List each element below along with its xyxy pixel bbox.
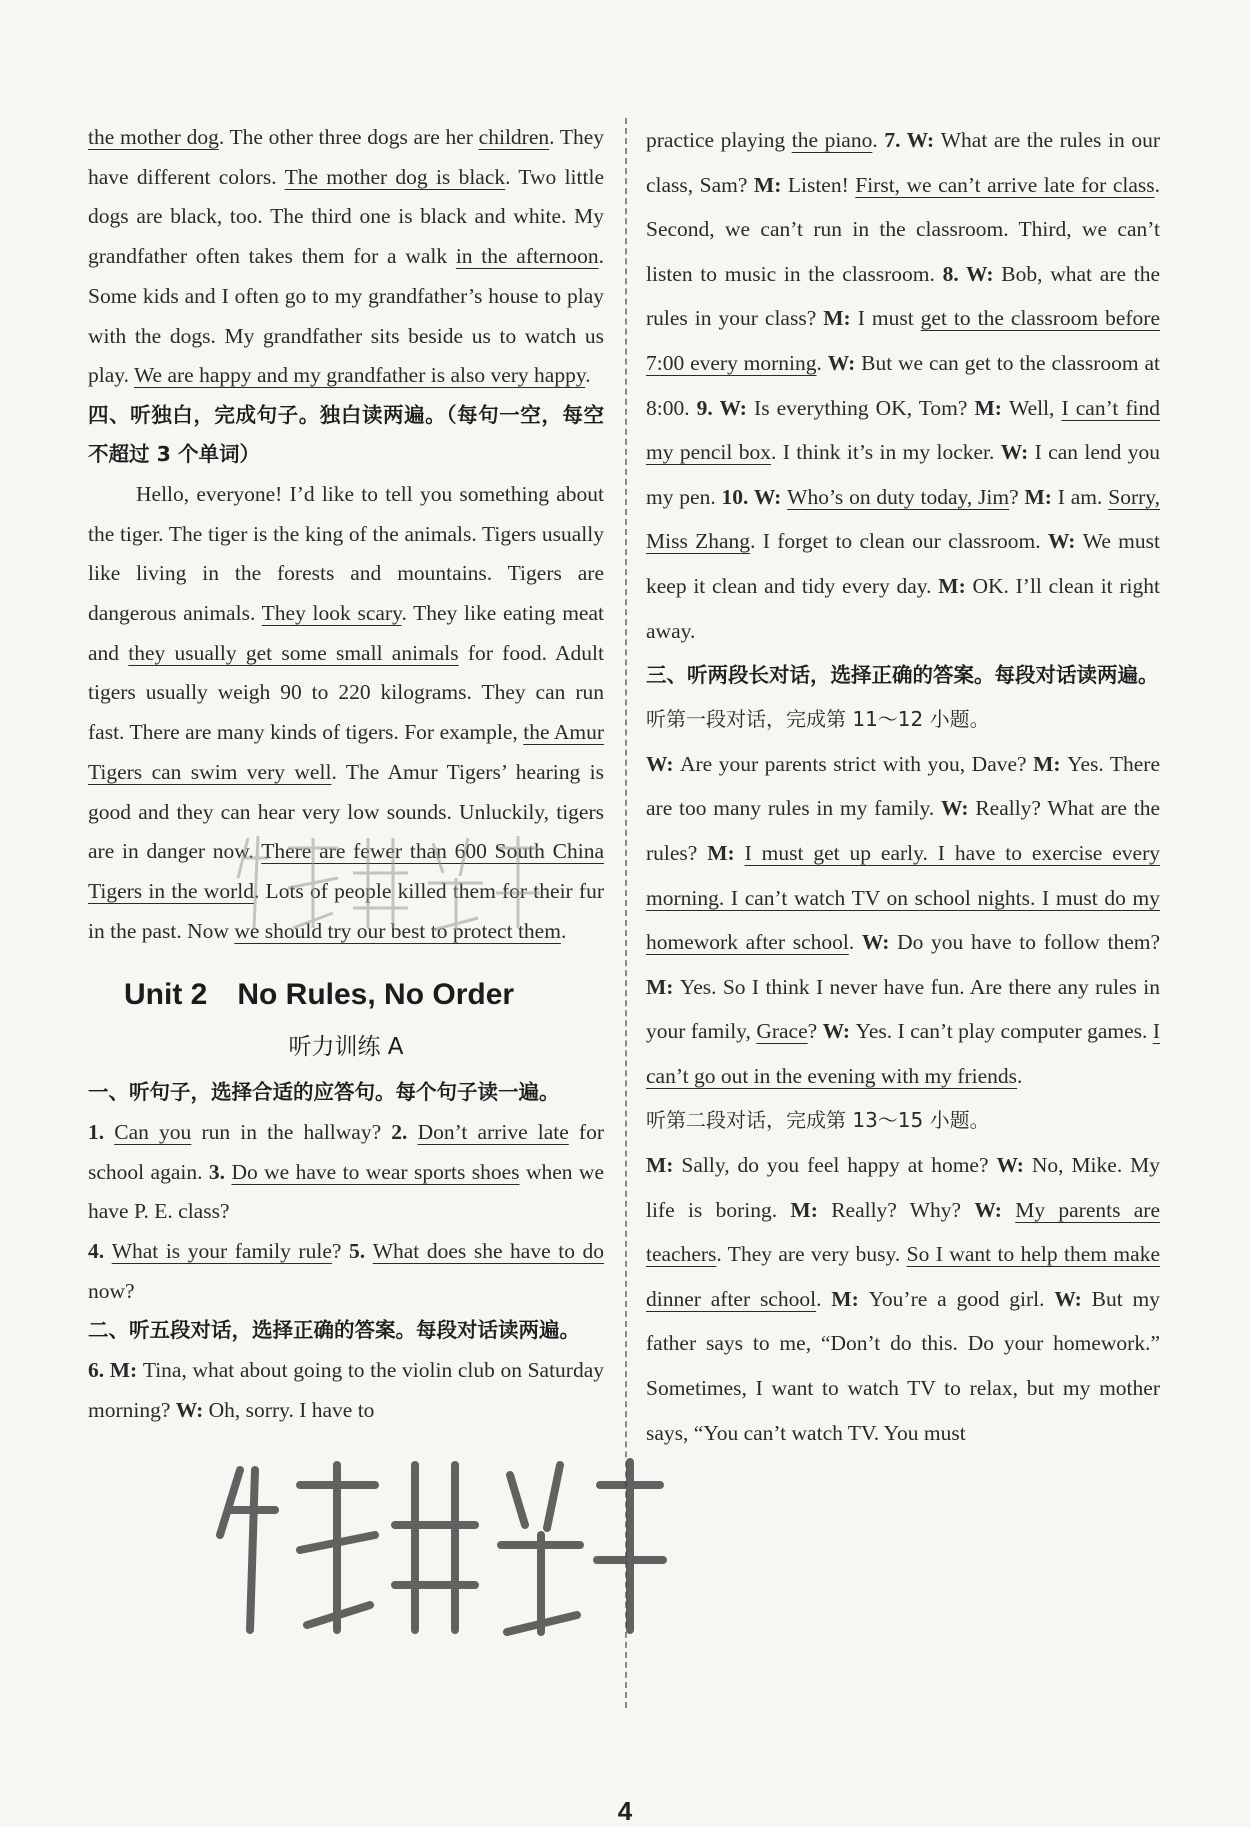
speaker-label: W:	[1054, 1286, 1092, 1311]
text-run: Do you have to follow them?	[897, 930, 1160, 955]
text-run: . Lots of people killed them for their fur in the past. Now	[88, 878, 604, 943]
answer-underline: Sorry, Miss Zhang	[646, 484, 1160, 554]
speaker-label: 4.	[88, 1238, 112, 1263]
paragraph	[88, 1113, 604, 1232]
text-run: You’re a good girl.	[868, 1286, 1055, 1311]
text-run: Are your parents strict with you, Dave?	[680, 751, 1034, 776]
text-run: ?	[807, 1019, 823, 1044]
right-column	[646, 118, 1160, 1455]
speaker-label: 3.	[208, 1159, 232, 1184]
unit-number: Unit 2	[124, 978, 208, 1012]
speaker-label: M:	[1033, 751, 1068, 776]
speaker-label: W:	[822, 1019, 856, 1044]
answer-underline: I can’t go out in the evening with my friends	[646, 1019, 1160, 1088]
text-run: I must	[857, 306, 921, 331]
instruction-heading: 四、听独白，完成句子。独白读两遍。（每句一空，每空不超过 3 个单词）	[88, 402, 604, 467]
text-run: I can lend you my pen.	[646, 440, 1161, 509]
text-run: I am.	[1057, 484, 1109, 509]
speaker-label: M:	[831, 1286, 869, 1311]
text-run: . I think it’s in my locker.	[771, 440, 1001, 465]
answer-underline: There are fewer than 600 South China Tigers in the world	[88, 839, 604, 903]
speaker-label: 1.	[88, 1119, 115, 1144]
answer-underline: So I want to help them make dinner after school	[646, 1242, 1160, 1311]
text-run: practice playing	[646, 128, 792, 152]
answer-underline: I must get up early. I have to exercise every morning. I can’t watch TV on school nights. I must do my homework after school	[646, 840, 1160, 955]
text-run: .	[560, 918, 567, 943]
speaker-label: M:	[790, 1197, 832, 1222]
paragraph	[646, 742, 1160, 1099]
text-run: . They are very busy.	[716, 1242, 907, 1267]
speaker-label: M:	[753, 172, 788, 197]
text-run: ?	[331, 1238, 349, 1263]
text-run: .	[1017, 1063, 1023, 1088]
text-run: . They like eating meat and	[88, 601, 604, 665]
answer-underline: Can you	[114, 1119, 192, 1144]
answer-underline: they usually get some small animals	[128, 640, 459, 665]
speaker-label: 5.	[349, 1238, 373, 1263]
text-run: . The other three dogs are her	[218, 125, 479, 149]
instruction-heading: 三、听两段长对话，选择正确的答案。每段对话读两遍。	[646, 663, 1159, 688]
text-run: .	[848, 930, 862, 955]
speaker-label: W:	[861, 930, 898, 955]
left-column	[88, 118, 604, 1430]
text-run: .	[585, 363, 591, 388]
speaker-label: M:	[646, 974, 680, 999]
unit-title	[124, 975, 604, 1015]
answer-underline: What does she have to do	[372, 1238, 605, 1263]
text-run: Yes. I can’t play computer games.	[855, 1019, 1153, 1044]
text-run: for food. Adult tigers usually weigh 90 to 220 kilograms. They can run fast. There are many kinds of tigers. For example,	[88, 640, 604, 745]
speaker-label: M:	[646, 1153, 682, 1178]
speaker-label: W:	[1047, 529, 1083, 554]
answer-underline: My parents are teachers	[646, 1197, 1161, 1267]
text-run: Really? Why?	[831, 1197, 975, 1222]
page-number: 4	[617, 1796, 633, 1826]
speaker-label: 10. W:	[721, 484, 788, 509]
text-run: Sally, do you feel happy at home?	[681, 1153, 997, 1178]
answer-underline: children	[478, 125, 550, 149]
text-run: .	[872, 128, 885, 152]
text-run: now?	[88, 1278, 135, 1303]
speaker-label: M:	[938, 573, 973, 598]
text-run: . Two little dogs are black, too. The third one is black and white. My grandfather often takes them for a walk	[88, 164, 604, 269]
answer-underline: First, we can’t arrive late for class	[855, 172, 1155, 197]
answer-underline: the piano	[791, 128, 873, 152]
speaker-label: 7. W:	[884, 128, 941, 152]
answer-underline: The mother dog is black	[284, 164, 506, 189]
text-run: . They have different colors.	[88, 125, 604, 189]
text-run: What are the rules in our class, Sam?	[646, 128, 1160, 197]
text-run: But we can get to the classroom at 8:00.	[646, 350, 1161, 420]
answer-underline: get to the classroom before 7:00 every morning	[646, 306, 1160, 375]
answer-underline: Who’s on duty today, Jim	[787, 484, 1010, 509]
text-run: Yes. There are too many rules in my family.	[646, 751, 1161, 821]
text-run: Well,	[1009, 395, 1062, 420]
text-run: But my father says to me, “Don’t do this. Do your homework.” Sometimes, I want to watch TV to relax, but my mother says, “You can’t watch TV. You must	[646, 1286, 1161, 1445]
text-run: Listen!	[787, 172, 856, 197]
text-run: Bob, what are the rules in your class?	[646, 261, 1160, 331]
text-run: Tina, what about going to the violin club on Saturday morning?	[88, 1357, 605, 1422]
speaker-label: M:	[707, 840, 745, 865]
answer-underline: in the afternoon	[455, 244, 599, 269]
answer-underline: the Amur Tigers can swim very well	[88, 720, 604, 784]
text-run: Hello, everyone! I’d like to tell you something about the tiger. The tiger is the king of the animals. Tigers usually like living in the forests and mountains. Tigers are dangerous animals.	[88, 481, 604, 626]
unit-name: No Rules, No Order	[237, 978, 515, 1012]
answer-underline: I can’t find my pencil box	[646, 395, 1161, 465]
speaker-label: 8. W:	[942, 261, 1002, 286]
speaker-label: 6. M:	[88, 1357, 143, 1382]
text-run: run in the hallway?	[191, 1119, 392, 1144]
paragraph	[646, 1143, 1160, 1455]
answer-underline: What is your family rule	[111, 1238, 332, 1263]
answer-underline: Grace	[756, 1019, 808, 1044]
answer-underline: They look scary	[261, 601, 402, 626]
speaker-label: W:	[827, 350, 862, 375]
speaker-label: M:	[974, 395, 1009, 420]
speaker-label: W:	[941, 796, 976, 821]
watermark-stamp-large	[205, 1440, 675, 1640]
paragraph	[88, 475, 604, 951]
speaker-label: W:	[175, 1397, 209, 1422]
speaker-label: 9. W:	[696, 395, 755, 420]
text-run: . Second, we can’t run in the classroom. Third, we can’t listen to music in the classroom.	[646, 172, 1160, 286]
text-run: .	[816, 350, 828, 375]
speaker-label: W:	[974, 1197, 1016, 1222]
paragraph	[646, 118, 1160, 653]
answer-underline: Don’t arrive late	[417, 1119, 569, 1144]
answer-underline: Do we have to wear sports shoes	[231, 1159, 520, 1184]
paragraph	[88, 1232, 604, 1311]
text-run: Yes. So I think I never have fun. Are there any rules in your family,	[646, 974, 1161, 1044]
text-run: .	[816, 1286, 832, 1311]
speaker-label: W:	[1000, 440, 1035, 465]
text-run: Really? What are the rules?	[646, 796, 1160, 865]
answer-underline: the mother dog	[88, 125, 219, 149]
speaker-label: M:	[823, 306, 858, 331]
speaker-label: M:	[1024, 484, 1058, 509]
text-run: Is everything OK, Tom?	[754, 395, 975, 420]
section-title: 听力训练 A	[288, 1034, 404, 1061]
instruction-heading: 二、听五段对话，选择正确的答案。每段对话读两遍。	[88, 1318, 580, 1343]
speaker-label: W:	[996, 1153, 1032, 1178]
text-run: . The Amur Tigers’ hearing is good and they can hear very low sounds. Unluckily, tigers are in danger now.	[88, 759, 604, 864]
text-run: No, Mike. My life is boring.	[646, 1153, 1161, 1222]
instruction-heading: 一、听句子，选择合适的应答句。每个句子读一遍。	[88, 1080, 560, 1105]
speaker-label: W:	[646, 751, 680, 776]
text-run: OK. I’ll clean it right away.	[646, 573, 1161, 643]
dialogue-intro: 听第二段对话，完成第 13～15 小题。	[646, 1108, 990, 1133]
text-run: when we have P. E. class?	[88, 1159, 605, 1224]
text-run: . Some kids and I often go to my grandfather’s house to play with the dogs. My grandfather sits beside us to watch us play.	[88, 244, 604, 388]
answer-underline: we should try our best to protect them	[234, 918, 561, 943]
paragraph	[88, 118, 604, 396]
text-run: Oh, sorry. I have to	[208, 1397, 375, 1422]
text-run: We must keep it clean and tidy every day.	[646, 529, 1160, 598]
paragraph	[88, 1351, 604, 1430]
text-run: . I forget to clean our classroom.	[750, 529, 1048, 554]
dialogue-intro: 听第一段对话，完成第 11～12 小题。	[646, 707, 990, 732]
speaker-label: 2.	[391, 1119, 418, 1144]
answer-underline: We are happy and my grandfather is also very happy	[133, 363, 586, 388]
text-run: ?	[1009, 484, 1025, 509]
text-run: for school again.	[88, 1119, 604, 1184]
column-divider	[625, 118, 627, 1708]
